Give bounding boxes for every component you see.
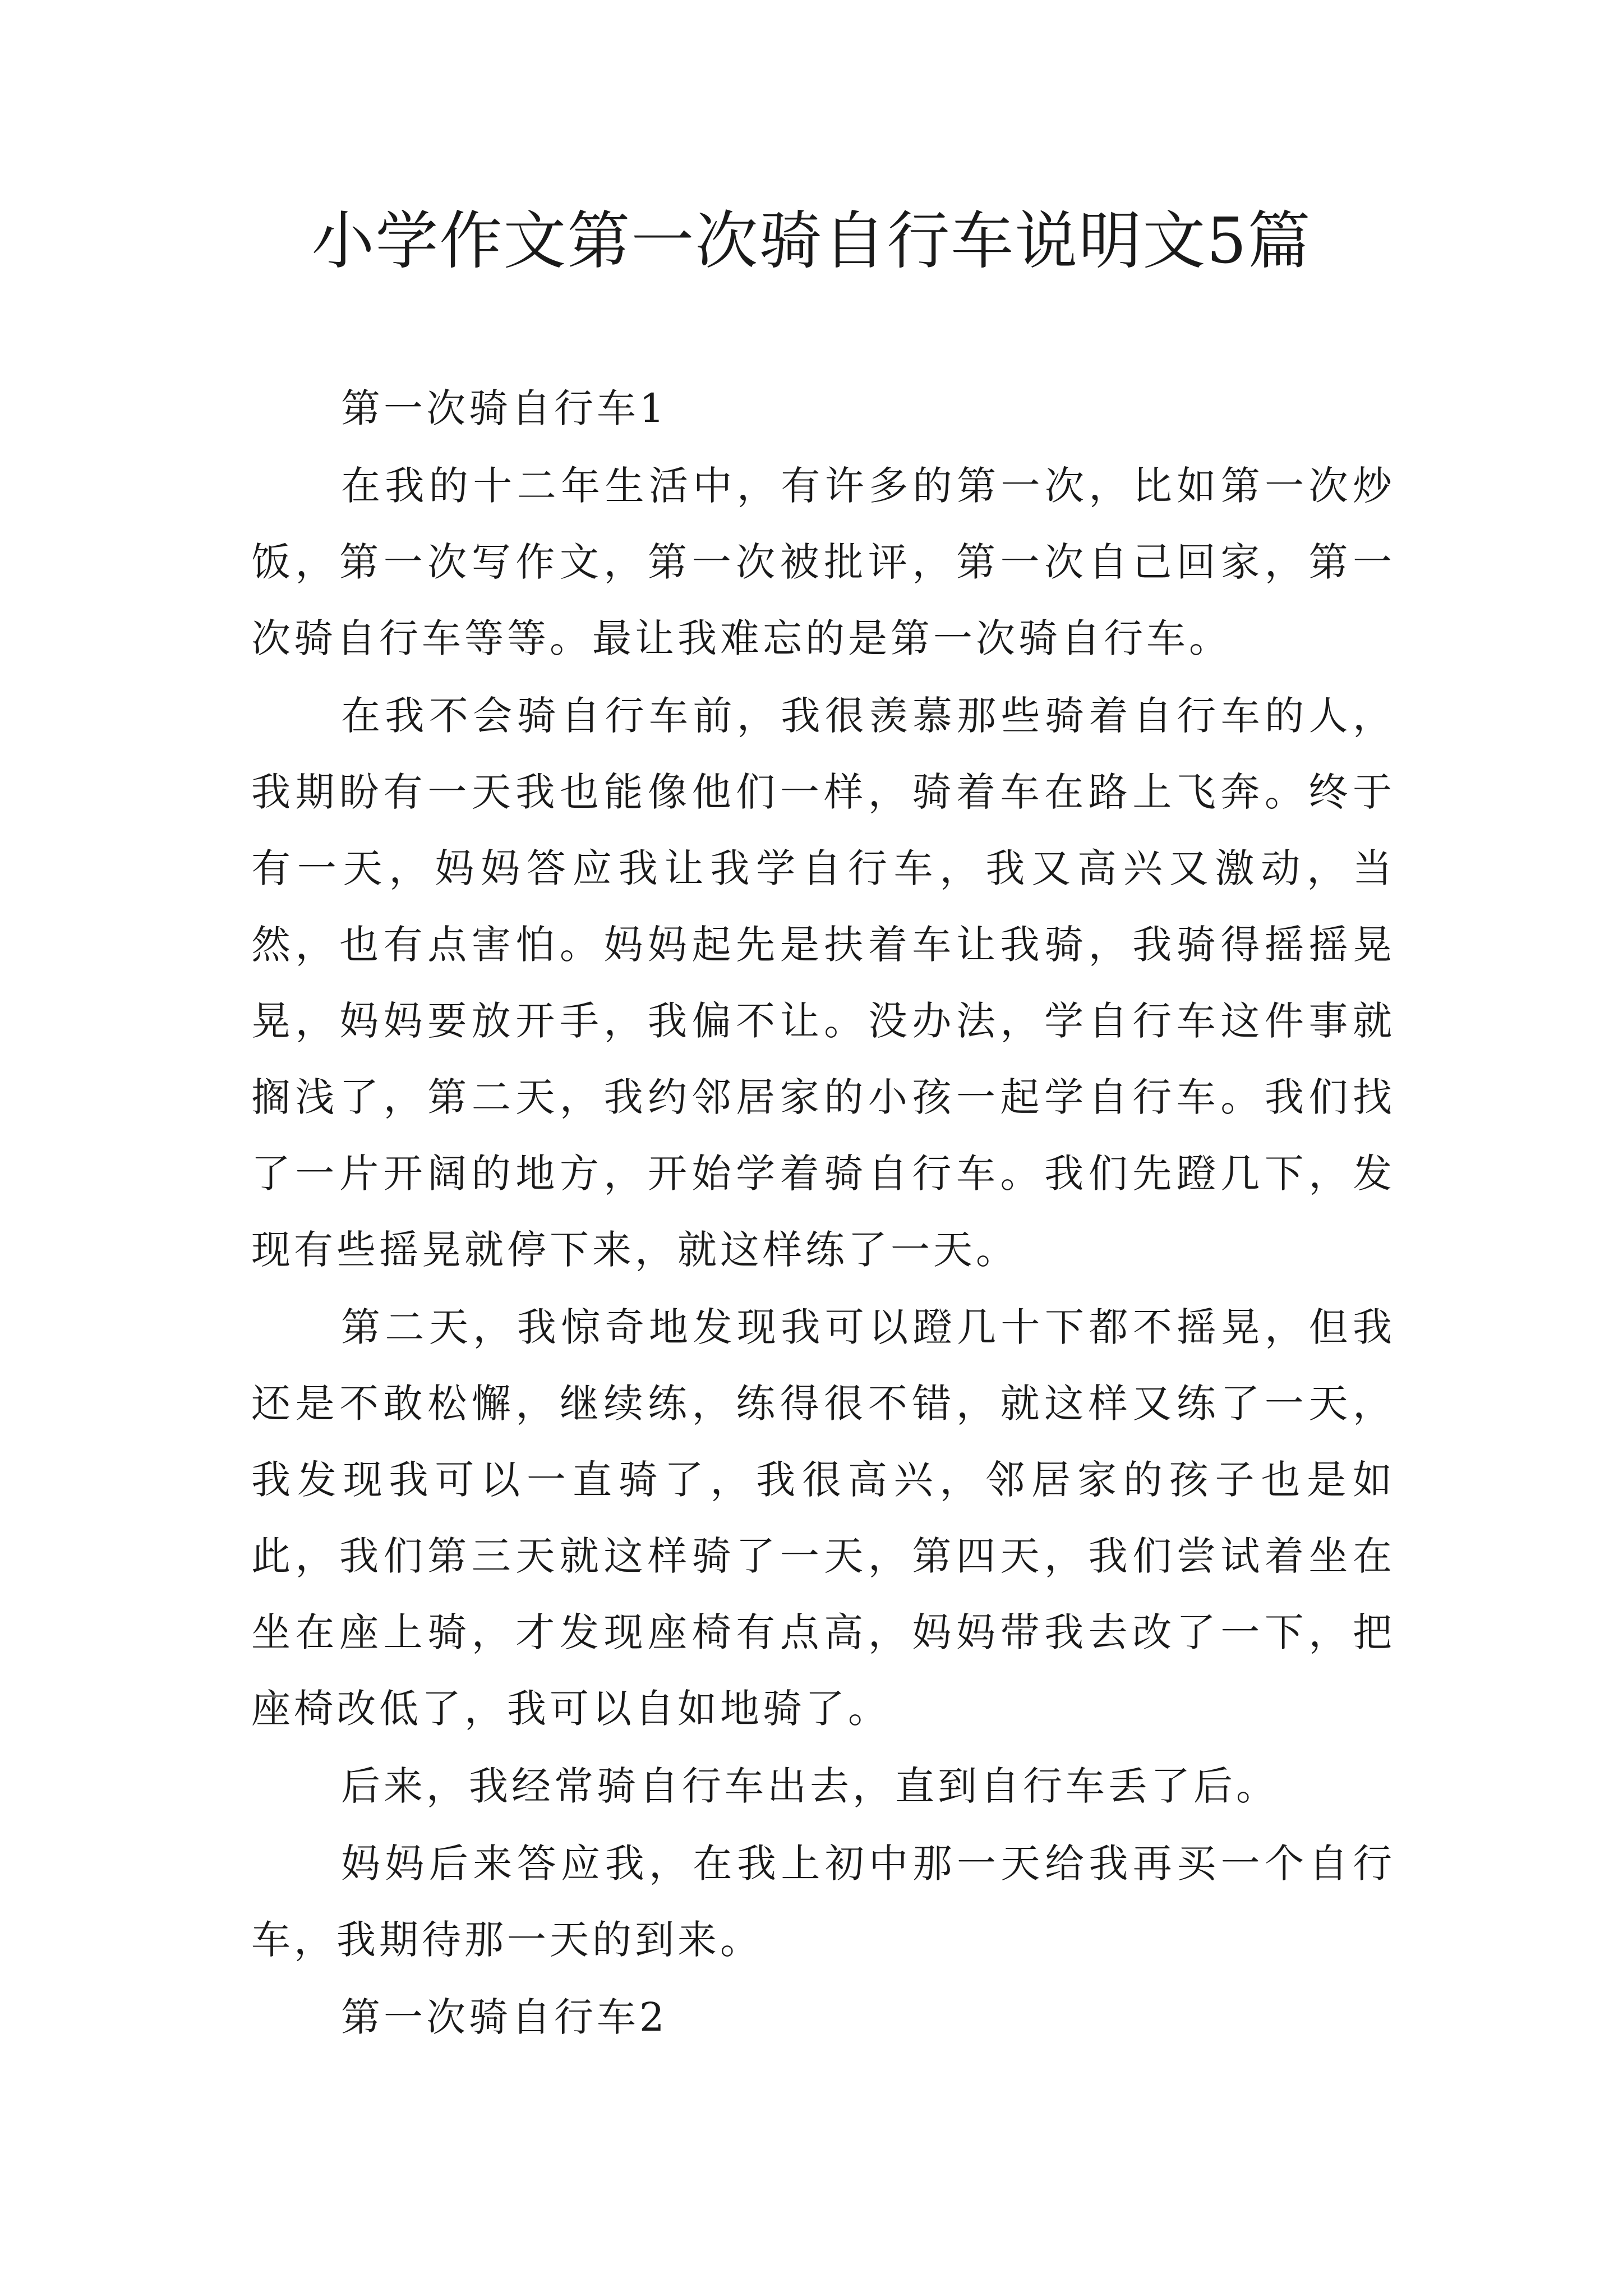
document-title: 小学作文第一次骑自行车说明文5篇 bbox=[311, 205, 1312, 278]
paragraph: 在我不会骑自行车前，我很羡慕那些骑着自行车的人，我期盼有一天我也能像他们一样，骑着车在路上飞奔。终于有一天，妈妈答应我让我学自行车，我又高兴又激动，当然，也有点害怕。妈妈起先是扶着车让我骑，我骑得摇摇晃晃，妈妈要放开手，我偏不让。没办法，学自行车这件事就搁浅了，第二天，我约邻居家的小孩一起学自行车。我们找了一片开阔的地方，开始学着骑自行车。我们先蹬几下，发现有些摇晃就停下来，就这样练了一天。 bbox=[251, 693, 1395, 1273]
document-body bbox=[251, 370, 1395, 2056]
section-heading: 第一次骑自行车2 bbox=[341, 1994, 668, 2040]
paragraph: 妈妈后来答应我，在我上初中那一天给我再买一个自行车，我期待那一天的到来。 bbox=[251, 1841, 1395, 1963]
paragraph: 在我的十二年生活中，有许多的第一次，比如第一次炒饭，第一次写作文，第一次被批评，第一次自己回家，第一次骑自行车等等。最让我难忘的是第一次骑自行车。 bbox=[251, 463, 1395, 661]
section-heading: 第一次骑自行车1 bbox=[341, 385, 668, 431]
paragraph: 第二天，我惊奇地发现我可以蹬几十下都不摇晃，但我还是不敢松懈，继续练，练得很不错，就这样又练了一天，我发现我可以一直骑了，我很高兴，邻居家的孩子也是如此，我们第三天就这样骑了一天，第四天，我们尝试着坐在坐在座上骑，才发现座椅有点高，妈妈带我去改了一下，把座椅改低了，我可以自如地骑了。 bbox=[251, 1304, 1395, 1732]
paragraph: 后来，我经常骑自行车出去，直到自行车丢了后。 bbox=[341, 1763, 1279, 1809]
